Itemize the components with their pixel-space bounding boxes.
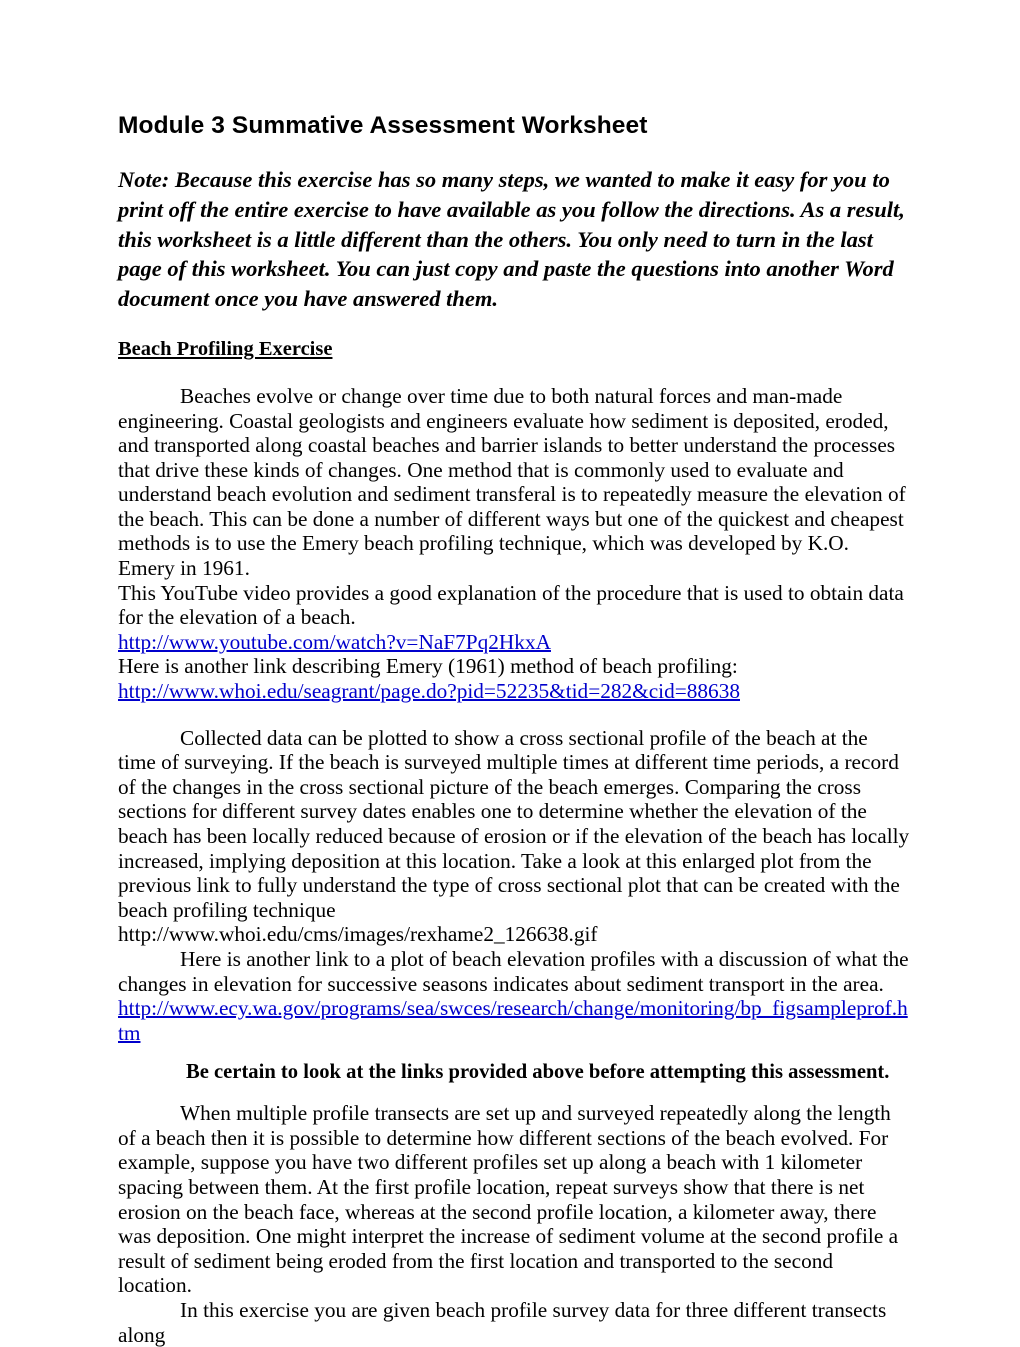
paragraph-spacer	[118, 704, 910, 726]
ecology-link-line	[118, 996, 910, 1045]
paragraph-youtube-intro: This YouTube video provides a good explanation of the procedure that is used to obtain data for the elevation of a beach.	[118, 580, 904, 630]
youtube-link-line	[118, 630, 910, 655]
section-heading	[118, 337, 910, 362]
paragraph-in-this-exercise: In this exercise you are given beach profile survey data for three different transects along	[118, 1297, 887, 1347]
rexhame-image-url: http://www.whoi.edu/cms/images/rexhame2_126638.gif	[118, 922, 598, 947]
youtube-link[interactable]: http://www.youtube.com/watch?v=NaF7Pq2HkxA	[118, 629, 551, 654]
paragraph-collected-data: Collected data can be plotted to show a cross sectional profile of the beach at the time of surveying. If the beach is surveyed multiple times at different time periods, a record of the changes in the cross sectional picture of the beach emerges. Comparing the cross sections for different survey dates enables one to determine whether the elevation of the beach has been locally reduced because of erosion or if the elevation of the beach has locally increased, implying deposition at this location. Take a look at this enlarged plot from the previous link to fully understand the type of cross sectional plot that can be created with the beach profiling technique	[118, 725, 910, 922]
section-heading-label: Beach Profiling Exercise	[118, 338, 333, 361]
note-paragraph: Note: Because this exercise has so many steps, we wanted to make it easy for you to print off the entire exercise to have available as you follow the directions. As a result, this worksheet is a little different than the others. You only need to turn in the last page of this worksheet. You can just copy and paste the questions into another Word document once you have answered them.	[118, 167, 905, 311]
whoi-seagrant-link[interactable]: http://www.whoi.edu/seagrant/page.do?pid=52235&tid=282&cid=88638	[118, 679, 740, 704]
rexhame-url-line	[118, 922, 910, 947]
ecology-wa-gov-link[interactable]: http://www.ecy.wa.gov/programs/sea/swces/research/change/monitoring/bp_figsampleprof.htm	[118, 996, 908, 1045]
paragraph-whoi-intro: Here is another link describing Emery (1961) method of beach profiling:	[118, 654, 738, 679]
callout-be-certain: Be certain to look at the links provided above before attempting this assessment.	[186, 1061, 890, 1084]
page-title: Module 3 Summative Assessment Worksheet	[118, 112, 648, 139]
whoi-link-line	[118, 679, 910, 704]
paragraph-multiple-transects: When multiple profile transects are set up and surveyed repeatedly along the length of a beach then it is possible to determine how different sections of the beach evolved. For example, suppose you have two different profiles set up along a beach with 1 kilometer spacing between them. At the first profile location, repeat surveys show that there is net erosion on the beach face, whereas at the second profile location, a kilometer away, there was deposition. One might interpret the increase of sediment volume at the second profile a result of sediment being eroded from the first location and transported to the second location.	[118, 1101, 899, 1298]
paragraph-beaches-evolve: Beaches evolve or change over time due to both natural forces and man-made engineering. Coastal geologists and engineers evaluate how sediment is deposited, eroded, and transported along coastal beaches and barrier islands to better understand the processes that drive these kinds of changes. One method that is commonly used to evaluate and understand beach evolution and sediment transferal is to repeatedly measure the elevation of the beach. This can be done a number of different ways but one of the quickest and cheapest methods is to use the Emery beach profiling technique, which was developed by K.O. Emery in 1961.	[118, 383, 906, 581]
paragraph-ecology-intro: Here is another link to a plot of beach elevation profiles with a discussion of what the changes in elevation for successive seasons indicates about sediment transport in the area.	[118, 946, 909, 996]
